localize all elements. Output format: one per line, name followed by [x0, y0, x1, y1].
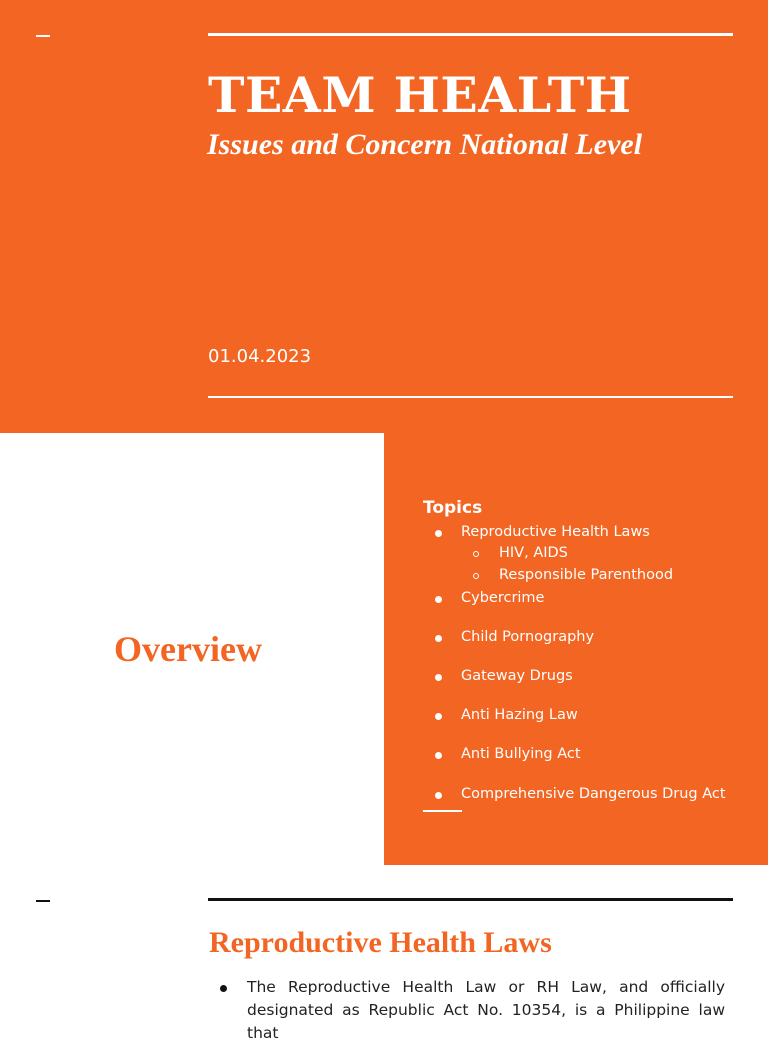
topic-item: Child Pornography — [461, 629, 595, 645]
bullet-icon — [435, 674, 442, 681]
bullet-icon — [435, 792, 442, 799]
bullet-icon — [220, 985, 227, 992]
slide-dash-marker — [36, 35, 50, 37]
sub-topic-item: HIV, AIDS — [499, 545, 568, 561]
overview-heading: Overview — [114, 629, 262, 669]
bullet-icon — [435, 752, 442, 759]
topic-item: Anti Hazing Law — [461, 707, 578, 723]
slide-dash-marker — [36, 900, 50, 902]
section-heading: Reproductive Health Laws — [209, 926, 552, 959]
bottom-rule — [208, 396, 733, 398]
topic-item: Anti Bullying Act — [461, 746, 581, 762]
slide-date: 01.04.2023 — [208, 346, 312, 367]
topic-item: Cybercrime — [461, 590, 545, 606]
bullet-icon — [435, 635, 442, 642]
topics-title: Topics — [423, 498, 483, 518]
topics-underline — [423, 810, 462, 812]
sub-topic-item: Responsible Parenthood — [499, 567, 674, 583]
topic-item: Reproductive Health Laws — [461, 524, 650, 540]
ring-bullet-icon — [473, 573, 479, 579]
ring-bullet-icon — [473, 551, 479, 557]
topic-item: Gateway Drugs — [461, 668, 573, 684]
slide-subtitle: Issues and Concern National Level — [207, 128, 643, 161]
title-slide — [0, 0, 768, 433]
bullet-icon — [435, 596, 442, 603]
top-rule — [208, 33, 733, 36]
body-paragraph: The Reproductive Health Law or RH Law, and officially designated as Republic Act No. 10354, is a Philippine law that — [247, 978, 725, 1042]
bullet-icon — [435, 713, 442, 720]
slide-title: TEAM HEALTH — [208, 66, 632, 124]
topic-item: Comprehensive Dangerous Drug Act — [461, 786, 726, 802]
bullet-icon — [435, 530, 442, 537]
section-rule — [208, 898, 733, 901]
